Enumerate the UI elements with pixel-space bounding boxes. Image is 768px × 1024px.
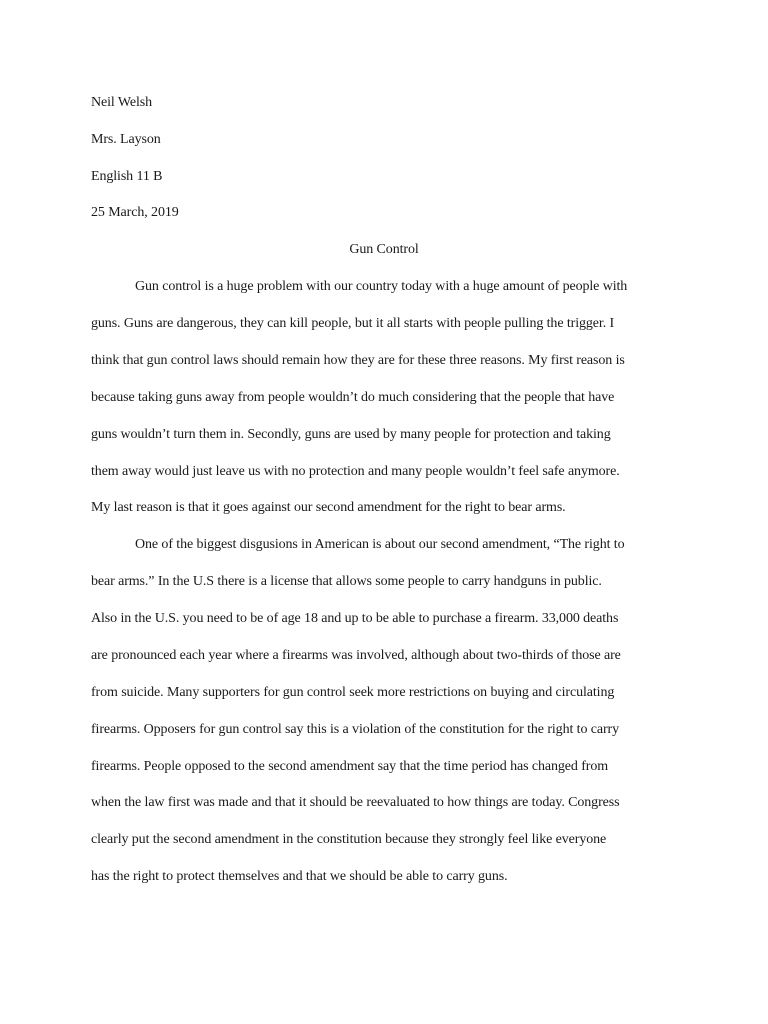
paragraph-2-line-9: clearly put the second amendment in the constitution because they strongly feel like everyone [91,832,607,847]
paragraph-1-line-4: because taking guns away from people wouldn’t do much considering that the people that have [91,390,615,405]
paragraph-2-line-6: firearms. Opposers for gun control say this is a violation of the constitution for the right to carry [91,722,620,737]
paragraph-2-line-4: are pronounced each year where a firearms was involved, although about two-thirds of those are [91,648,621,663]
paragraph-1-line-3: think that gun control laws should remain how they are for these three reasons. My first reason is [91,353,625,368]
author-name: Neil Welsh [91,95,152,110]
paragraph-2-line-3: Also in the U.S. you need to be of age 18 and up to be able to purchase a firearm. 33,000 deaths [91,611,619,626]
paragraph-2-line-2: bear arms.” In the U.S there is a license that allows some people to carry handguns in public. [91,574,602,589]
teacher-name: Mrs. Layson [91,132,161,147]
paragraph-2-line-10: has the right to protect themselves and that we should be able to carry guns. [91,869,508,884]
paragraph-2-line-8: when the law first was made and that it should be reevaluated to how things are today. Congress [91,795,620,810]
document-title: Gun Control [349,242,419,257]
paragraph-1-line-1: Gun control is a huge problem with our country today with a huge amount of people with [135,279,628,294]
course-name: English 11 B [91,169,163,184]
paragraph-1-line-7: My last reason is that it goes against our second amendment for the right to bear arms. [91,500,566,515]
paragraph-1-line-2: guns. Guns are dangerous, they can kill people, but it all starts with people pulling the trigger. I [91,316,615,331]
paragraph-1-line-5: guns wouldn’t turn them in. Secondly, guns are used by many people for protection and taking [91,427,611,442]
paragraph-1-line-6: them away would just leave us with no protection and many people wouldn’t feel safe anymore. [91,464,620,479]
paragraph-2-line-5: from suicide. Many supporters for gun control seek more restrictions on buying and circulating [91,685,615,700]
document-date: 25 March, 2019 [91,205,179,220]
paragraph-2-line-1: One of the biggest disgusions in American is about our second amendment, “The right to [135,537,625,552]
paragraph-2-line-7: firearms. People opposed to the second amendment say that the time period has changed from [91,759,609,774]
